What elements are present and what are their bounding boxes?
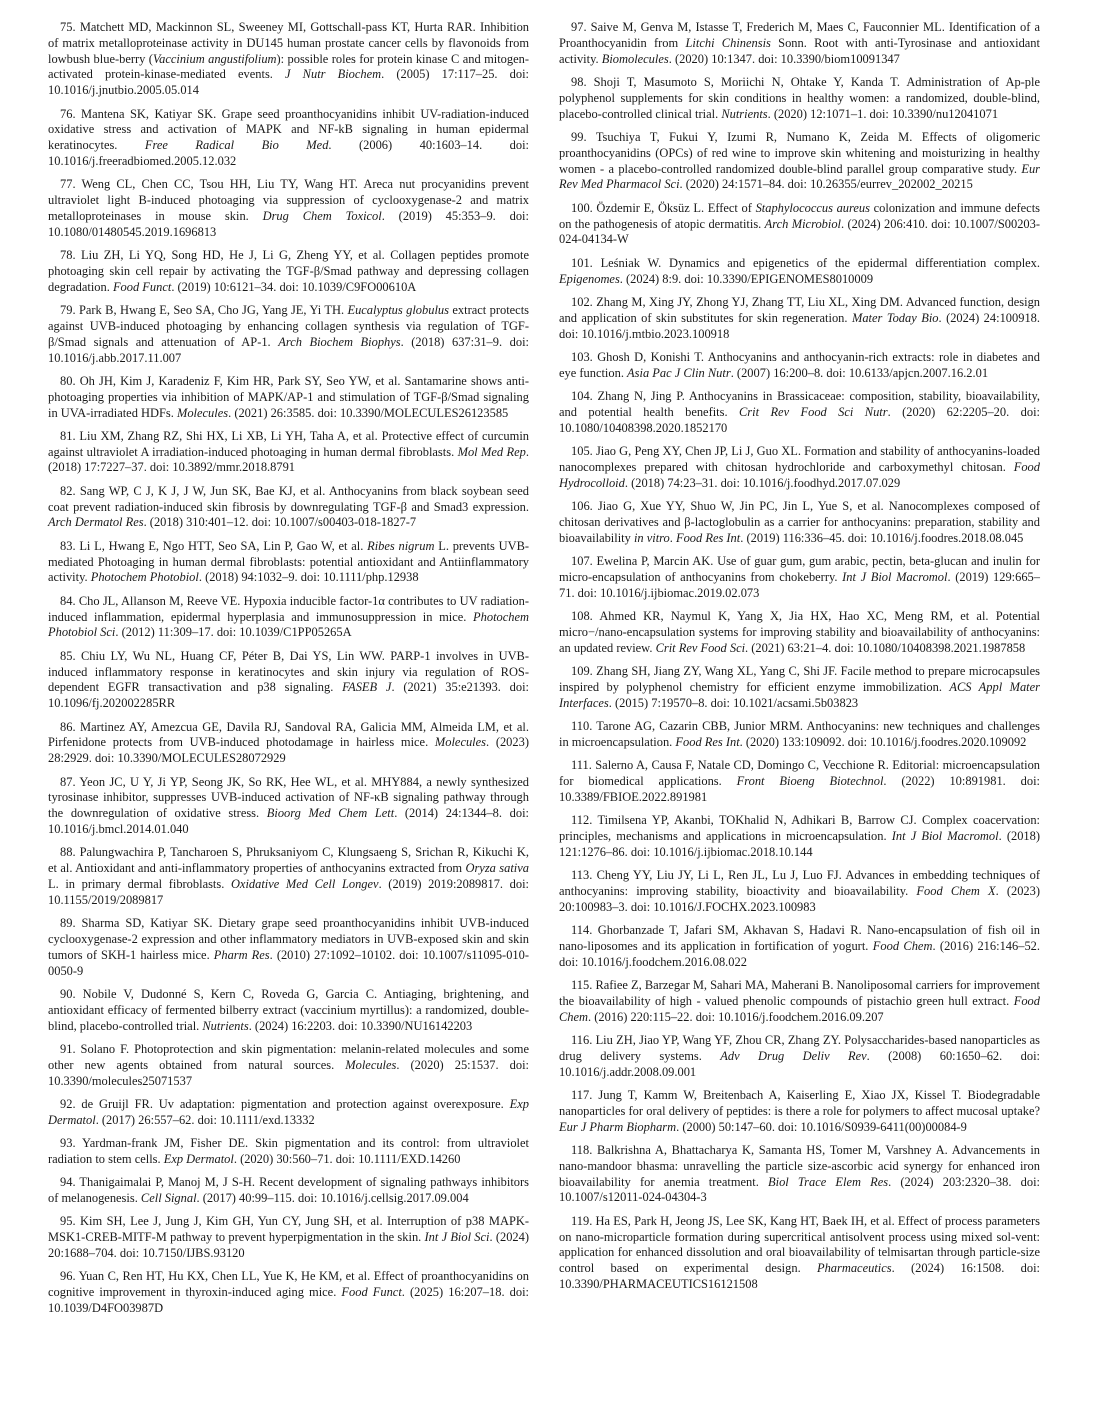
reference-italic-text: Vaccinium angustifolium [152,51,277,66]
reference-italic-text: Adv Drug Deliv Rev [720,1048,867,1063]
reference-text: . (2021) 35:e21393. doi: 10.1096/fj.202002285RR [48,680,530,711]
reference-text: . (2019) 45:353–9. doi: 10.1080/01480545.2019.1696813 [48,208,529,239]
reference-text: Timilsena YP, Akanbi, TOKhalid N, Adhikari B, Barrow CJ. Complex coacervation: principles, mechanisms and applications in microencapsulation. [559,813,1040,843]
reference-text: . (2019) 10:6121–34. doi: 10.1039/C9FO00610A [171,279,417,294]
reference-number: 87. [60,774,76,789]
reference-entry [48,1097,529,1129]
reference-text: . (2017) 40:99–115. doi: 10.1016/j.cellsig.2017.09.004 [196,1191,469,1206]
reference-entry [48,845,529,908]
reference-number: 101. [571,255,593,270]
reference-number: 118. [571,1143,593,1158]
reference-number: 113. [571,868,593,883]
reference-italic-text: Bioorg Med Chem Lett [266,806,395,821]
reference-italic-text: Biomolecules [601,51,669,66]
reference-italic-text: Oryza sativa [465,861,529,876]
reference-italic-text: Mater Today Bio [851,310,939,325]
reference-text: Martinez AY, Amezcua GE, Davila RJ, Sandoval RA, Galicia MM, Almeida LM, et al. Pirfenidone protects from UVB-induced photodamage in hairless mice. [48,719,529,750]
reference-entry [48,539,529,586]
reference-entry [48,484,529,531]
reference-text: colonization and immune defects on the pathogenesis of atopic dermatitis. [559,200,1041,231]
reference-number: 104. [571,389,593,404]
reference-entry [559,256,1040,288]
reference-text: . (2020) 30:560–71. doi: 10.1111/EXD.14260 [233,1151,461,1166]
reference-italic-text: Drug Chem Toxicol [262,208,382,223]
reference-number: 116. [571,1033,593,1048]
reference-number: 117. [571,1088,593,1103]
reference-entry [559,978,1040,1025]
reference-number: 99. [571,129,587,144]
reference-text: . (2025) 16:207–18. doi: 10.1039/D4FO03987D [48,1285,529,1316]
reference-number: 89. [60,916,76,931]
reference-entry [48,649,529,712]
reference-text: Li L, Hwang E, Ngo HTT, Seo SA, Lin P, Gao W, et al. [79,538,368,553]
reference-text: . (2018) 74:23–31. doi: 10.1016/j.foodhyd.2017.07.029 [624,475,901,490]
reference-italic-text: Food Res Int [675,734,740,749]
reference-entry [559,758,1040,805]
reference-italic-text: Food Hydrocolloid [559,459,1040,490]
reference-text: Özdemir E, Öksüz L. Effect of [596,200,756,215]
reference-italic-text: J Nutr Biochem [285,67,382,82]
reference-text: Liu XM, Zhang RZ, Shi HX, Li XB, Li YH, Taha A, et al. Protective effect of curcumin against ultraviolet A irradiation-induced photoaging in human dermal fibroblasts. [48,428,529,459]
left-column [48,20,529,1415]
reference-text: Jiao G, Xue YY, Shuo W, Jin PC, Jin L, Yue S, et al. Nanocomplexes composed of chitosan derivatives and β-lactoglobulin as a carrier for anthocyanins: preparation, stability and bioavailability [559,499,1040,545]
reference-entry [559,719,1040,751]
reference-text: Ghorbanzade T, Jafari SM, Akhavan S, Hadavi R. Nano-encapsulation of fish oil in nano-liposomes and its application in fortification of yogurt. [559,923,1040,953]
reference-text: . (2024) 24:100918. doi: 10.1016/j.mtbio.2023.100918 [559,310,1040,341]
reference-number: 105. [571,444,593,459]
reference-text: Saive M, Genva M, Istasse T, Frederich M, Maes C, Fauconnier ML. Identification of a Proanthocyanidin from [559,20,1040,50]
reference-text: Kim SH, Lee J, Jung J, Kim GH, Yun CY, Jung SH, et al. Interruption of p38 MAPK-MSK1-CREB-MITF-M pathway to prevent hyperpigmentation in the skin. [48,1214,529,1245]
reference-text: . (2018) 310:401–12. doi: 10.1007/s00403-018-1827-7 [143,515,417,530]
reference-italic-text: Arch Dermatol Res [48,515,144,530]
reference-number: 86. [60,719,76,734]
reference-text: . (2018) 121:1276–86. doi: 10.1016/j.ijbiomac.2018.10.144 [559,828,1040,859]
reference-italic-text: Food Chem [559,993,1040,1024]
reference-text: . (2014) 24:1344–8. doi: 10.1016/j.bmcl.2014.01.040 [48,806,529,836]
reference-italic-text: Front Bioeng Biotechnol [736,773,884,788]
reference-text: . (2019) 2019:2089817. doi: 10.1155/2019/2089817 [48,876,529,907]
reference-entry [559,444,1040,491]
reference-italic-text: Food Chem X [916,883,996,898]
reference-number: 96. [60,1269,76,1284]
reference-number: 85. [60,648,76,663]
reference-entry [559,1088,1040,1135]
reference-italic-text: Molecules [434,735,487,750]
reference-text: Zhang SH, Jiang ZY, Wang XL, Yang C, Shi JF. Facile method to prepare microcapsules inspired by polyphenol chemistry for efficient enzyme immobilization. [559,664,1040,694]
reference-text: . (2023) 20:100983–3. doi: 10.1016/J.FOCHX.2023.100983 [559,883,1040,914]
reference-entry [559,664,1040,711]
reference-entry [48,1269,529,1316]
reference-entry [559,295,1040,342]
reference-text: Palungwachira P, Tancharoen S, Phruksaniyom C, Klungsaeng S, Srichan R, Kikuchi K, et al. Antioxidant and anti-inflammatory properties of anthocyanins extracted from [48,845,530,876]
reference-italic-text: Oxidative Med Cell Longev [230,876,379,891]
reference-text: ): possible roles for protein kinase C and mitogen-activated protein-kinase-mediated events. [48,51,529,82]
reference-number: 111. [571,758,592,773]
reference-italic-text: Exp Dermatol [163,1151,234,1166]
reference-text: Ghosh D, Konishi T. Anthocyanins and anthocyanin-rich extracts: role in diabetes and eye function. [559,349,1040,380]
reference-entry [559,1214,1040,1293]
reference-text: Chiu LY, Wu NL, Huang CF, Péter B, Dai YS, Lin WW. PARP-1 involves in UVB-induced inflammatory response in keratinocytes and skin injury via regulation of ROS-dependent EGFR transactivation and p38 signaling. [48,648,529,695]
reference-italic-text: Food Funct [112,279,172,294]
reference-text: L. prevents UVB-mediated Photoaging in human dermal fibroblasts: potential antioxidant and Antiinflammatory activity. [48,538,530,585]
reference-italic-text: Photochem Photobiol Sci [48,609,529,640]
reference-entry [559,1143,1040,1206]
reference-entry [559,499,1040,546]
reference-italic-text: Food Funct [341,1285,402,1300]
reference-italic-text: Pharm Res [213,947,270,962]
reference-italic-text: Arch Microbiol [764,216,842,231]
reference-text: Balkrishna A, Bhattacharya K, Samanta HS, Tomer M, Varshney A. Advancements in nano-mandoor bhasma: unravelling the particle size-ascorbic acid synergy for enhanced iron bioavailability for anemia treatment. [559,1143,1041,1189]
reference-italic-text: Eur J Pharm Biopharm [559,1119,677,1134]
reference-italic-text: Arch Biochem Biophys [278,334,401,349]
reference-italic-text: in vitro [633,530,670,545]
reference-italic-text: ACS Appl Mater Interfaces [559,679,1040,710]
reference-text: . (2024) 203:2320–38. doi: 10.1007/s12011-024-04304-3 [559,1174,1040,1205]
reference-text: Zhang N, Jing P. Anthocyanins in Brassicaceae: composition, stability, bioavailability, and potential health benefits. [559,389,1040,419]
reference-number: 114. [571,923,593,938]
reference-entry [48,775,529,838]
reference-entry [48,987,529,1034]
reference-number: 112. [571,813,593,828]
reference-italic-text: Food Chem [872,938,933,953]
reference-number: 77. [60,177,76,192]
reference-italic-text: Staphylococcus aureus [755,200,870,215]
reference-text: . (2020) 12:1071–1. doi: 10.3390/nu12041071 [767,106,999,121]
reference-entry [559,609,1040,656]
reference-text: Ahmed KR, Naymul K, Yang X, Jia HX, Hao XC, Meng RM, et al. Potential micro−/nano-encapsulation systems for improving stability and bioavailability of anthocyanins: an updated review. [559,609,1040,655]
reference-text: . (2021) 26:3585. doi: 10.3390/MOLECULES26123585 [228,405,509,420]
reference-text: Yuan C, Ren HT, Hu KX, Chen LL, Yue K, He KM, et al. Effect of proanthocyanidins on cognitive improvement in thyroxin-induced aging mice. [48,1269,529,1300]
reference-text: . (2023) 28:2929. doi: 10.3390/MOLECULES28072929 [48,735,529,766]
reference-number: 90. [60,986,76,1001]
reference-italic-text: Molecules [345,1057,397,1072]
reference-entry [48,177,529,240]
reference-text: Sonn. Root with anti-Tyrosinase and antioxidant activity. [559,35,1040,66]
reference-text: Tarone AG, Cazarin CBB, Junior MRM. Anthocyanins: new techniques and challenges in microencapsulation. [559,719,1041,749]
reference-text: Ha ES, Park H, Jeong JS, Lee SK, Kang HT, Baek IH, et al. Effect of process parameters on nano-microparticle formation during supercritical antisolvent process using mixed sol-vent: application for enhanced dissolution and oral bioavailability of telmisartan through particle-size control based on experimental design. [559,1213,1040,1276]
reference-entry [48,1214,529,1261]
reference-text: . (2016) 216:146–52. doi: 10.1016/j.foodchem.2016.08.022 [559,938,1040,969]
reference-number: 98. [571,74,587,89]
reference-italic-text: FASEB J [342,680,392,695]
reference-text: Yeon JC, U Y, Ji YP, Seong JK, So RK, Hee WL, et al. MHY884, a newly synthesized tyrosinase inhibitor, suppresses UVB-induced activation of NF-κB signaling pathway through the downregulation of oxidative stress. [48,774,529,821]
reference-number: 100. [571,200,593,215]
reference-italic-text: Eucalyptus globulus [347,303,449,318]
reference-text: . (2018) 637:31–9. doi: 10.1016/j.abb.2017.11.007 [48,334,529,365]
reference-number: 97. [571,20,587,34]
reference-text: . (2024) 20:1688–704. doi: 10.7150/IJBS.93120 [48,1230,529,1261]
reference-entry [48,1136,529,1168]
reference-text: L. in primary dermal fibroblasts. [48,876,231,891]
reference-number: 103. [571,349,593,364]
reference-italic-text: Molecules [176,405,229,420]
reference-italic-text: Biol Trace Elem Res [768,1174,889,1189]
reference-entry [559,201,1040,248]
reference-text: Zhang M, Xing JY, Zhong YJ, Zhang TT, Liu XL, Xing DM. Advanced function, design and application of skin substitutes for skin regeneration. [559,294,1041,325]
reference-entry [48,107,529,170]
reference-text: . (2020) 62:2205–20. doi: 10.1080/10408398.2020.1852170 [559,404,1040,435]
reference-italic-text: Nutrients [202,1018,249,1033]
reference-italic-text: Int J Biol Macromol [842,569,948,584]
reference-text: . (2024) 16:1508. doi: 10.3390/PHARMACEUTICS16121508 [559,1261,1040,1292]
reference-text: de Gruijl FR. Uv adaptation: pigmentation and protection against overexposure. [81,1096,510,1111]
reference-text: . (2021) 63:21–4. doi: 10.1080/10408398.2021.1987858 [745,640,1026,655]
reference-entry [48,248,529,295]
reference-entry [48,594,529,641]
reference-number: 108. [571,609,593,624]
reference-entry [48,20,529,99]
reference-text: Liu ZH, Jiao YP, Wang YF, Zhou CR, Zhang ZY. Polysaccharides-based nanoparticles as drug delivery systems. [559,1033,1040,1063]
reference-text: . (2006) 40:1603–14. doi: 10.1016/j.freeradbiomed.2005.12.032 [48,138,530,168]
reference-text: . (2019) 129:665–71. doi: 10.1016/j.ijbiomac.2019.02.073 [559,569,1040,600]
reference-entry [48,1042,529,1089]
reference-number: 83. [60,538,76,553]
reference-text: . (2018) 94:1032–9. doi: 10.1111/php.12938 [198,570,419,585]
reference-text: Solano F. Photoprotection and skin pigmentation: melanin-related molecules and some other new agents obtained from natural sources. [48,1041,530,1072]
reference-text: . (2024) 8:9. doi: 10.3390/EPIGENOMES8010009 [619,271,874,286]
reference-entry [559,923,1040,970]
reference-text: . (2007) 16:200–8. doi: 10.6133/apjcn.2007.16.2.01 [730,365,989,380]
reference-entry [559,813,1040,860]
reference-text: . (2015) 7:19570–8. doi: 10.1021/acsami.5b03823 [608,695,859,710]
reference-number: 102. [571,294,593,309]
reference-text: . (2020) 133:109092. doi: 10.1016/j.foodres.2020.109092 [739,734,1027,749]
reference-text: . (2020) 10:1347. doi: 10.3390/biom10091347 [668,51,900,66]
reference-text: Tsuchiya T, Fukui Y, Izumi R, Numano K, Zeida M. Effects of oligomeric proanthocyanidins (OPCs) of red wine to improve skin whitening and moisturizing in healthy women - a placebo-controlled randomized double-blind parallel group comparative study. [559,129,1040,176]
reference-text: . (2020) 24:1571–84. doi: 10.26355/eurrev_202002_20215 [679,177,973,192]
reference-entry [559,868,1040,915]
reference-text: Matchett MD, Mackinnon SL, Sweeney MI, Gottschall-pass KT, Hurta RAR. Inhibition of matrix metalloproteinase activity in DU145 human prostate cancer cells by flavonoids from lowbush blue-berry ( [48,20,530,66]
reference-text: . [669,530,676,545]
reference-number: 92. [60,1096,76,1111]
reference-text: Cheng YY, Liu JY, Li L, Ren JL, Lu J, Luo FJ. Advances in embedding techniques of anthocyanins: improving stability, bioactivity and bioavailability. [559,868,1040,898]
reference-text: . (2024) 16:2203. doi: 10.3390/NU16142203 [248,1018,473,1033]
reference-italic-text: Exp Dermatol [48,1096,529,1127]
reference-entry [48,916,529,979]
reference-text: extract protects against UVB-induced photoaging by enhancing collagen synthesis via regulation of TGF-β/Smad signals and attenuation of AP-1. [48,303,529,349]
reference-text: . (2022) 10:891981. doi: 10.3389/FBIOE.2022.891981 [559,773,1041,804]
reference-text: . (2012) 11:309–17. doi: 10.1039/C1PP05265A [115,625,352,640]
reference-text: . (2017) 26:557–62. doi: 10.1111/exd.13332 [95,1112,315,1127]
reference-number: 76. [60,106,76,121]
reference-number: 94. [60,1175,76,1190]
reference-italic-text: Asia Pac J Clin Nutr [627,365,731,380]
reference-number: 91. [60,1041,76,1056]
reference-text: Mantena SK, Katiyar SK. Grape seed proanthocyanidins inhibit UV-radiation-induced oxidative stress and activation of MAPK and NF-kB signaling in human epidermal keratinocytes. [48,106,529,153]
reference-entry [48,374,529,421]
reference-text: . (2000) 50:147–60. doi: 10.1016/S0939-6411(00)00084-9 [676,1119,967,1134]
reference-italic-text: Eur Rev Med Pharmacol Sci [559,161,1040,192]
reference-italic-text: Nutrients [721,106,768,121]
reference-italic-text: Int J Biol Macromol [891,828,999,843]
reference-number: 93. [60,1136,76,1151]
reference-number: 115. [571,978,593,993]
reference-entry [559,554,1040,601]
reference-number: 95. [60,1214,76,1229]
reference-entry [559,20,1040,67]
reference-number: 84. [60,593,76,608]
reference-number: 82. [60,483,76,498]
reference-italic-text: Photochem Photobiol [90,570,199,585]
reference-text: Nobile V, Dudonné S, Kern C, Roveda G, Garcia C. Antiaging, brightening, and antioxidant efficacy of fermented bilberry extract (vaccinium myrtillus): a randomized, double-blind, placebo-controlled trial. [48,986,530,1033]
reference-text: Shoji T, Masumoto S, Moriichi N, Ohtake Y, Kanda T. Administration of Ap-ple polyphenol supplements for skin conditions in healthy women: a randomized, double-blind, placebo-controlled clinical trial. [559,74,1040,121]
reference-italic-text: Crit Rev Food Sci Nutr [739,404,888,419]
reference-entry [559,350,1040,382]
reference-italic-text: Free Radical Bio Med [144,138,329,153]
reference-text: Liu ZH, Li YQ, Song HD, He J, Li G, Zheng YY, et al. Collagen peptides promote photoaging skin cell repair by activating the TGF-β/Smad pathway and depressing collagen degradation. [48,248,529,294]
reference-italic-text: Food Res Int [675,530,741,545]
reference-text: Jiao G, Peng XY, Chen JP, Li J, Guo XL. Formation and stability of anthocyanins-loaded nanocomplexes prepared with chitosan hydrochloride and carboxymethyl chitosan. [559,444,1040,474]
reference-text: Thanigaimalai P, Manoj M, J S-H. Recent development of signaling pathways inhibitors of melanogenesis. [48,1175,529,1206]
reference-text: Weng CL, Chen CC, Tsou HH, Liu TY, Wang HT. Areca nut procyanidins prevent ultraviolet light B-induced photoaging via suppression of cyclooxygenase-2 and matrix metalloproteinases in mouse skin. [48,177,530,223]
reference-text: Jung T, Kamm W, Breitenbach A, Kaiserling E, Xiao JX, Kissel T. Biodegradable nanoparticles for oral delivery of peptides: is there a role for polymers to affect mucosal uptake? [559,1088,1040,1118]
reference-text: . (2018) 17:7227–37. doi: 10.3892/mmr.2018.8791 [48,444,529,475]
reference-text: Oh JH, Kim J, Karadeniz F, Kim HR, Park SY, Seo YW, et al. Santamarine shows anti-photoaging properties via inhibition of MAPK/AP-1 and stimulation of TGF-β/Smad signaling in UVA-irradiated HDFs. [48,373,530,420]
reference-text: . (2008) 60:1650–62. doi: 10.1016/j.addr.2008.09.001 [559,1048,1041,1079]
reference-number: 88. [60,845,76,860]
reference-text: . (2016) 220:115–22. doi: 10.1016/j.foodchem.2016.09.207 [588,1009,884,1024]
reference-italic-text: Int J Biol Sci [424,1230,490,1245]
reference-entry [559,389,1040,436]
reference-number: 106. [571,499,593,514]
reference-number: 79. [60,303,76,318]
reference-text: Leśniak W. Dynamics and epigenetics of the epidermal differentiation complex. [600,255,1040,270]
reference-text: . (2005) 17:117–25. doi: 10.1016/j.jnutbio.2005.05.014 [48,67,529,98]
reference-number: 81. [60,428,76,443]
reference-number: 107. [571,554,593,569]
reference-number: 75. [60,20,76,34]
reference-italic-text: Pharmaceutics [816,1261,892,1276]
reference-text: Rafiee Z, Barzegar M, Sahari MA, Maherani B. Nanoliposomal carriers for improvement the bioavailability of high - valued phenolic compounds of pistachio green hull extract. [559,978,1041,1008]
reference-entry [559,130,1040,193]
right-column [559,20,1040,1415]
reference-number: 110. [571,719,593,733]
reference-text: Sang WP, C J, K J, J W, Jun SK, Bae KJ, et al. Anthocyanins from black soybean seed coat prevent radiation-induced skin fibrosis by downregulating TGF-β and Smad3 expression. [48,483,530,514]
reference-text: Salerno A, Causa F, Natale CD, Domingo C, Vecchione R. Editorial: microencapsulation for biomedical applications. [559,758,1041,788]
reference-text: . (2010) 27:1092–10102. doi: 10.1007/s11095-010-0050-9 [48,947,529,978]
reference-entry [48,1175,529,1207]
reference-italic-text: Cell Signal [140,1191,197,1206]
reference-text: Sharma SD, Katiyar SK. Dietary grape seed proanthocyanidins inhibit UVB-induced cyclooxygenase-2 expression and other inflammatory mediators in UVB-exposed skin and skin tumors of SKH-1 hairless mice. [48,916,530,962]
reference-text: . (2020) 25:1537. doi: 10.3390/molecules25071537 [48,1057,529,1088]
reference-italic-text: Epigenomes [559,271,620,286]
reference-text: Cho JL, Allanson M, Reeve VE. Hypoxia inducible factor-1α contributes to UV radiation-induced inflammation, epidermal hyperplasia and immunosuppression in mice. [48,593,530,624]
reference-number: 78. [60,248,76,263]
reference-italic-text: Mol Med Rep [457,444,526,459]
reference-number: 109. [571,664,593,679]
reference-italic-text: Ribes nigrum [367,538,435,553]
reference-italic-text: Crit Rev Food Sci [655,640,746,655]
reference-italic-text: Litchi Chinensis [685,35,771,50]
reference-text: Park B, Hwang E, Seo SA, Cho JG, Yang JE, Yi TH. [78,303,348,318]
reference-text: . (2024) 206:410. doi: 10.1007/S00203-024-04134-W [559,216,1040,247]
reference-entry [48,303,529,366]
reference-entry [48,429,529,476]
reference-text: Yardman-frank JM, Fisher DE. Skin pigmentation and its control: from ultraviolet radiation to stem cells. [48,1136,529,1166]
reference-entry [559,75,1040,122]
reference-text: . (2019) 116:336–45. doi: 10.1016/j.foodres.2018.08.045 [740,530,1024,545]
reference-number: 80. [60,373,76,388]
reference-entry [559,1033,1040,1080]
reference-entry [48,720,529,767]
reference-number: 119. [571,1213,593,1228]
reference-text: Ewelina P, Marcin AK. Use of guar gum, gum arabic, pectin, beta-glucan and inulin for micro-encapsulation of anthocyanins from chokeberry. [559,554,1041,584]
